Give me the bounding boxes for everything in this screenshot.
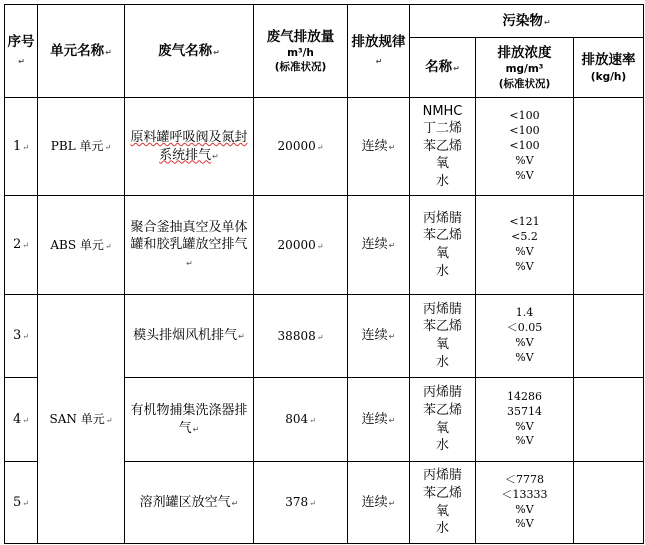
row-gas-name: 模头排烟风机排气↵ bbox=[125, 295, 254, 378]
row-concentration bbox=[476, 462, 574, 544]
pollutant-name: 水 bbox=[435, 438, 449, 454]
header-concentration bbox=[476, 38, 574, 98]
conc-value: %V bbox=[515, 336, 534, 349]
header-volume-condition: (标准状况) bbox=[274, 61, 327, 74]
pollutant-name: 氧 bbox=[435, 337, 449, 352]
row-unit: ABS 单元↵ bbox=[38, 196, 125, 295]
row-gas-name: 有机物捕集洗涤器排气↵ bbox=[125, 378, 254, 462]
row-pollutants bbox=[410, 462, 476, 544]
row-concentration bbox=[476, 295, 574, 378]
row-pattern: 连续↵ bbox=[348, 196, 410, 295]
row-unit: PBL 单元↵ bbox=[38, 98, 125, 196]
header-rate-title: 排放速率 bbox=[581, 52, 636, 69]
conc-value: %V bbox=[515, 168, 534, 182]
conc-value: <100 bbox=[509, 109, 540, 123]
header-volume-unit: m³/h bbox=[287, 46, 314, 59]
row-volume: 804↵ bbox=[254, 378, 348, 462]
conc-value: <100 bbox=[509, 124, 540, 138]
pollutant-name: NMHC bbox=[422, 103, 463, 119]
header-conc-title: 排放浓度 bbox=[497, 45, 552, 62]
row-volume: 38808↵ bbox=[254, 295, 348, 378]
header-gas-volume bbox=[254, 5, 348, 98]
conc-value: %V bbox=[515, 350, 534, 364]
row-seq: 4↵ bbox=[5, 378, 38, 462]
pollutant-name: 氧 bbox=[435, 156, 449, 172]
pollutant-name: 苯乙烯 bbox=[422, 228, 462, 244]
conc-value: 1.4 bbox=[515, 306, 534, 320]
conc-value: 14286 bbox=[507, 389, 542, 403]
header-pollutant-name: 名称↵ bbox=[410, 38, 476, 98]
conc-value: %V bbox=[515, 419, 534, 433]
row-pattern: 连续↵ bbox=[348, 462, 410, 544]
row-seq: 1↵ bbox=[5, 98, 38, 196]
row-concentration bbox=[476, 98, 574, 196]
header-volume-title: 废气排放量 bbox=[266, 28, 335, 45]
conc-value: %V bbox=[515, 153, 534, 167]
conc-value: 35714 bbox=[507, 404, 542, 418]
row-pollutants bbox=[410, 196, 476, 295]
row-unit-merged: SAN 单元↵ bbox=[38, 295, 125, 544]
pollutant-name: 苯乙烯 bbox=[422, 402, 462, 418]
row-seq: 3↵ bbox=[5, 295, 38, 378]
pollutant-name: 苯乙烯 bbox=[422, 485, 462, 501]
header-pollutants: 污染物↵ bbox=[410, 5, 644, 38]
row-gas-name: 溶剂罐区放空气↵ bbox=[125, 462, 254, 544]
pollutant-name: 氧 bbox=[435, 420, 449, 436]
conc-value: <100 bbox=[509, 139, 540, 153]
pollutant-name: 丁二烯 bbox=[422, 121, 462, 137]
header-emission-rate bbox=[574, 38, 644, 98]
row-pollutants bbox=[410, 98, 476, 196]
pollutant-name: 苯乙烯 bbox=[422, 138, 462, 154]
header-gas-name: 废气名称↵ bbox=[125, 5, 254, 98]
row-volume: 20000↵ bbox=[254, 98, 348, 196]
conc-value: %V bbox=[515, 259, 534, 273]
conc-value: <5.2 bbox=[511, 230, 538, 244]
row-rate bbox=[574, 295, 644, 378]
pollutant-name: 水 bbox=[435, 354, 449, 370]
header-unit-name: 单元名称↵ bbox=[38, 5, 125, 98]
pollutant-name: 丙烯腈 bbox=[422, 210, 462, 226]
row-rate bbox=[574, 378, 644, 462]
conc-value: ＜7778 bbox=[505, 472, 544, 486]
row-pollutants bbox=[410, 295, 476, 378]
pollutant-name: 氧 bbox=[435, 503, 449, 519]
pollutant-name: 丙烯腈 bbox=[422, 301, 462, 317]
row-pattern: 连续↵ bbox=[348, 98, 410, 196]
header-conc-condition: (标准状况) bbox=[498, 77, 551, 90]
row-pattern: 连续↵ bbox=[348, 378, 410, 462]
pollutant-name: 水 bbox=[435, 173, 449, 189]
row-concentration bbox=[476, 378, 574, 462]
row-concentration bbox=[476, 196, 574, 295]
conc-value: <121 bbox=[509, 215, 540, 229]
conc-value: %V bbox=[515, 245, 534, 258]
pollutant-name: 苯乙烯 bbox=[422, 319, 462, 335]
row-pollutants bbox=[410, 378, 476, 462]
row-seq: 5↵ bbox=[5, 462, 38, 544]
row-gas-name: 原料罐呼吸阀及氮封系统排气↵ bbox=[125, 98, 254, 196]
row-volume: 20000↵ bbox=[254, 196, 348, 295]
table-row bbox=[5, 98, 644, 196]
conc-value: %V bbox=[515, 517, 534, 531]
header-conc-unit: mg/m³ bbox=[505, 63, 544, 76]
conc-value: %V bbox=[515, 502, 534, 516]
pollutant-name: 水 bbox=[435, 263, 449, 279]
row-rate bbox=[574, 196, 644, 295]
row-seq: 2↵ bbox=[5, 196, 38, 295]
row-rate bbox=[574, 462, 644, 544]
pollutant-name: 水 bbox=[435, 521, 449, 537]
row-volume: 378↵ bbox=[254, 462, 348, 544]
header-rate-unit: (kg/h) bbox=[590, 70, 627, 83]
conc-value: ＜13333 bbox=[501, 487, 548, 501]
row-pattern: 连续↵ bbox=[348, 295, 410, 378]
pollutant-name: 丙烯腈 bbox=[422, 385, 462, 401]
table-row bbox=[5, 295, 644, 378]
pollutant-name: 丙烯腈 bbox=[422, 468, 462, 484]
conc-value: ＜0.05 bbox=[506, 321, 543, 335]
header-seq: 序号↵ bbox=[5, 5, 38, 98]
emissions-table bbox=[4, 4, 644, 544]
pollutant-name: 氧 bbox=[435, 246, 449, 261]
row-gas-name: 聚合釜抽真空及单体罐和胶乳罐放空排气↵ bbox=[125, 196, 254, 295]
header-emission-pattern: 排放规律↵ bbox=[348, 5, 410, 98]
row-rate bbox=[574, 98, 644, 196]
table-row bbox=[5, 196, 644, 295]
conc-value: %V bbox=[515, 434, 534, 448]
